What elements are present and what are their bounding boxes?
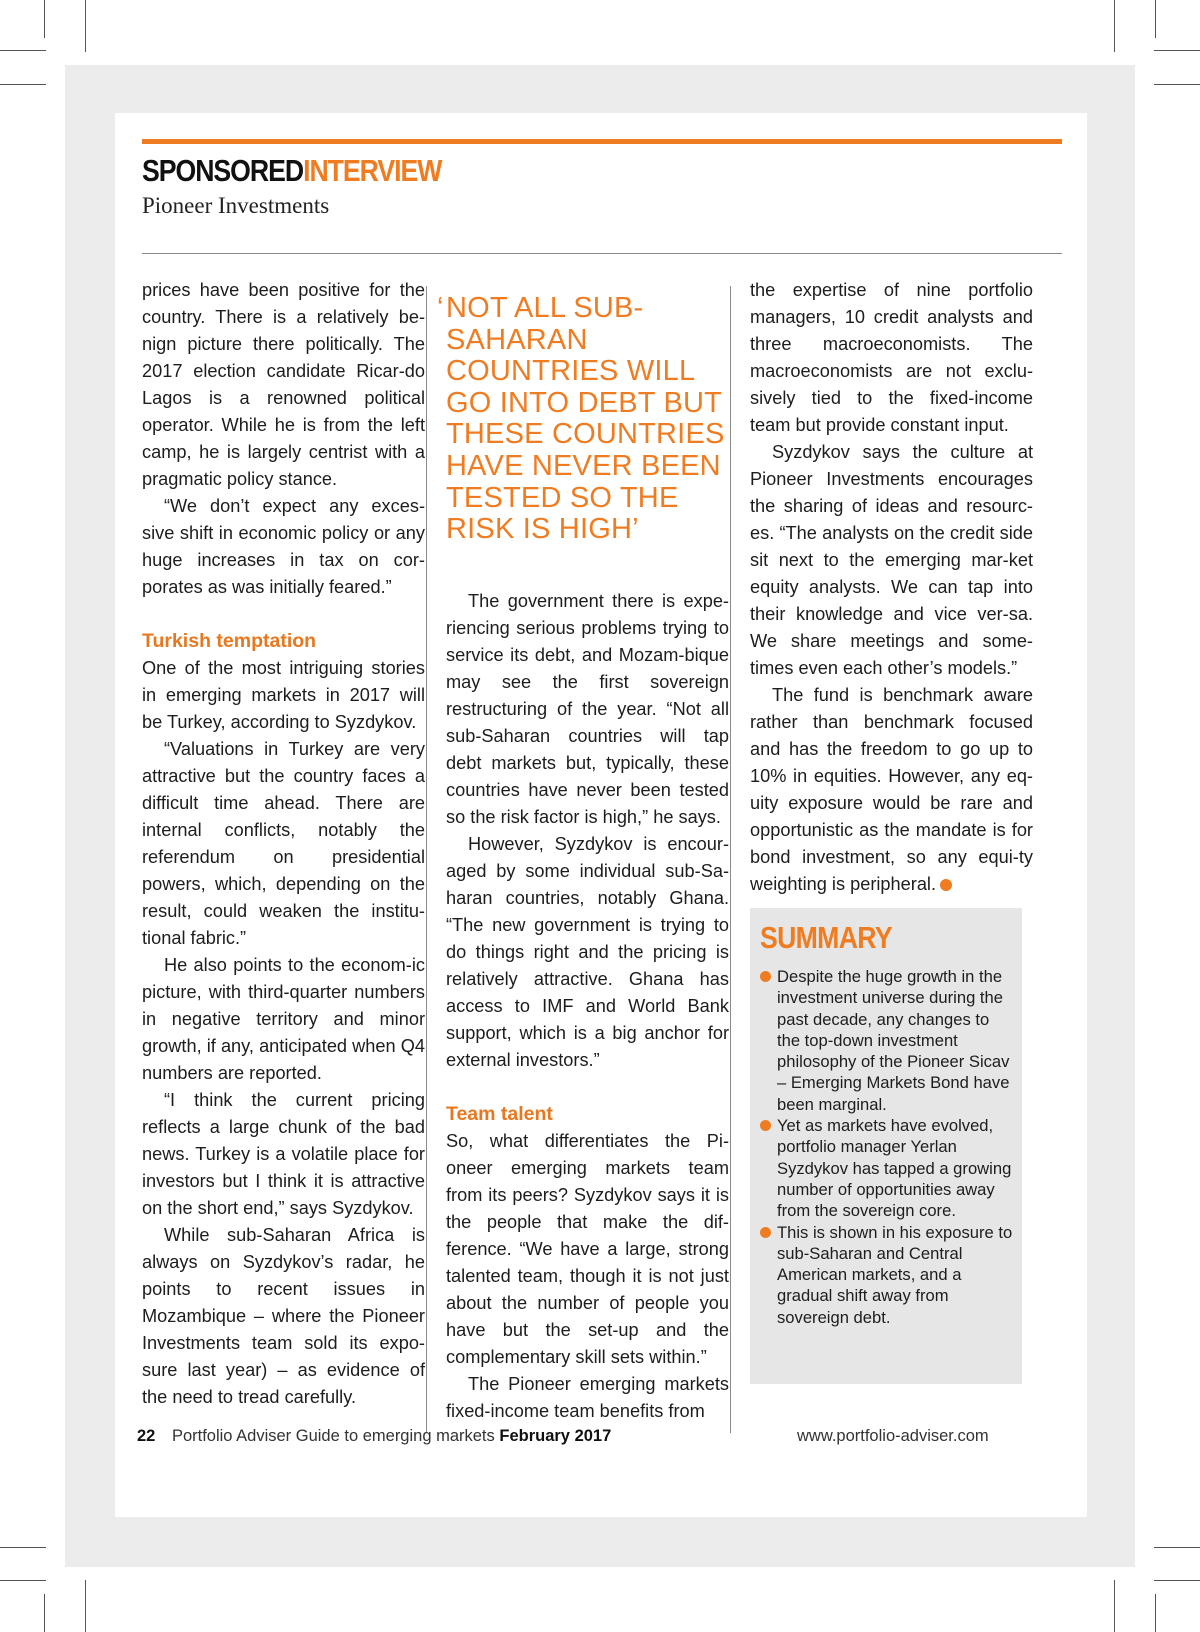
crop-mark	[44, 1594, 45, 1632]
subheading-team-talent: Team talent	[446, 1103, 553, 1125]
crop-mark	[1114, 1580, 1115, 1632]
summary-item	[760, 1222, 1015, 1328]
paragraph: He also points to the econom-ic picture, with third-quarter numbers in negative territory and minor growth, if any, anticipated when Q4 numbers are reported.	[142, 955, 425, 1083]
crop-mark	[1154, 1580, 1200, 1581]
article-column-1	[142, 277, 425, 1411]
paragraph: Syzdykov says the culture at Pioneer Investments encourages the sharing of ideas and resourc-es. “The analysts on the credit side sit next to the emerging mar-ket equity analysts. We can tap into their knowledge and vice ver-sa. We share meetings and some-times even each other’s models.”	[750, 442, 1033, 678]
bullet-icon	[760, 1120, 771, 1131]
summary-title: SUMMARY	[760, 920, 892, 955]
summary-item	[760, 966, 1015, 1115]
crop-mark	[44, 0, 45, 38]
paragraph: However, Syzdykov is encour-aged by some individual sub-Sa-haran countries, notably Ghana. “The new government is trying to do things right and the pricing is relatively attractive. Ghana has access to IMF and World Bank support, which is a big anchor for external investors.”	[446, 834, 729, 1070]
paragraph: While sub-Saharan Africa is always on Syzdykov’s radar, he points to recent issues in Mozambique – where the Pioneer Investments team sold its expo-sure last year) – as evidence of the need to tread carefully.	[142, 1225, 425, 1407]
crop-mark	[1154, 1547, 1200, 1548]
pull-quote-text: NOT ALL SUB-SAHARAN COUNTRIES WILL GO INTO DEBT BUT THESE COUNTRIES HAVE NEVER BEEN TESTED SO THE RISK IS HIGH’	[446, 292, 725, 546]
publication-name: Portfolio Adviser Guide to emerging markets	[171, 1427, 495, 1445]
crop-mark	[0, 1580, 46, 1581]
paragraph: the expertise of nine portfolio managers, 10 credit analysts and three macroeconomists. The macroeconomists are not exclu-sively tied to the fixed-income team but provide constant input.	[750, 280, 1033, 435]
column-divider	[730, 286, 731, 1433]
paragraph-text: The fund is benchmark aware rather than benchmark focused and has the freedom to go up to 10% in equities. However, any eq-uity exposure would be rare and opportunistic as the mandate is for bond investment, so any equi-ty weighting is peripheral.	[750, 685, 1033, 894]
paragraph: “Valuations in Turkey are very attractive but the country faces a difficult time ahead. There are internal conflicts, notably the referendum on presidential powers, which, depending on the result, could weaken the institu-tional fabric.”	[142, 739, 425, 948]
sponsor-name: Pioneer Investments	[142, 193, 330, 218]
paragraph: The government there is expe-riencing serious problems trying to service its debt, and Mozam-bique may see the first sovereign restructuring of the year. “Not all sub-Saharan countries will tap debt markets but, typically, these countries have never been tested so the risk factor is high,” he says.	[446, 591, 729, 827]
paragraph: “We don’t expect any exces-sive shift in economic policy or any huge increases in tax on cor-porates as was initially feared.”	[142, 496, 425, 597]
end-mark-icon	[940, 879, 952, 891]
crop-mark	[1154, 50, 1200, 51]
footer-url[interactable]: www.portfolio-adviser.com	[797, 1427, 989, 1445]
paragraph: One of the most intriguing stories in emerging markets in 2017 will be Turkey, according to Syzdykov.	[142, 658, 425, 732]
summary-item	[760, 1115, 1015, 1221]
crop-mark	[1114, 0, 1115, 52]
header-accent-rule	[142, 139, 1062, 144]
section-title	[142, 153, 441, 189]
paragraph: So, what differentiates the Pi-oneer emerging markets team from its peers? Syzdykov says it is the people that make the dif-ference. “We have a large, strong talented team, though it is not just about the number of people you have but the set-up and the complementary skill sets within.”	[446, 1131, 729, 1367]
column-divider	[426, 286, 427, 1433]
crop-mark	[1155, 0, 1156, 38]
article-column-2	[446, 588, 729, 1425]
subheading-turkish-temptation: Turkish temptation	[142, 630, 317, 652]
bullet-icon	[760, 1227, 771, 1238]
crop-mark	[1154, 84, 1200, 85]
section-title-interview: INTERVIEW	[303, 153, 442, 188]
summary-list	[760, 966, 1015, 1328]
crop-mark	[85, 0, 86, 52]
crop-mark	[0, 1547, 46, 1548]
paragraph: The Pioneer emerging markets fixed-income team benefits from	[446, 1374, 729, 1421]
crop-mark	[85, 1580, 86, 1632]
summary-item-text: Yet as markets have evolved, portfolio manager Yerlan Syzdykov has tapped a growing number of opportunities away from the sovereign core.	[777, 1116, 1012, 1221]
crop-mark	[0, 84, 46, 85]
summary-item-text: This is shown in his exposure to sub-Saharan and Central American markets, and a gradual shift away from sovereign debt.	[777, 1222, 1013, 1327]
page-footer	[137, 1427, 611, 1446]
crop-mark	[0, 50, 46, 51]
page-number: 22	[137, 1427, 156, 1445]
pull-quote	[437, 292, 726, 546]
article-column-3	[750, 277, 1033, 898]
summary-box	[750, 908, 1022, 1384]
section-title-sponsored: SPONSORED	[142, 153, 304, 188]
paragraph: “I think the current pricing reflects a large chunk of the bad news. Turkey is a volatile place for investors but I think it is attractive on the short end,” says Syzdykov.	[142, 1090, 425, 1218]
pull-quote-open-mark: ‘	[437, 292, 444, 324]
paragraph: prices have been positive for the country. There is a relatively be-nign picture there politically. The 2017 election candidate Ricar-do Lagos is a renowned political operator. While he is from the left camp, he is largely centrist with a pragmatic policy stance.	[142, 280, 425, 489]
summary-item-text: Despite the huge growth in the investment universe during the past decade, any changes to the top-down investment philosophy of the Pioneer Sicav – Emerging Markets Bond have been marginal.	[777, 967, 1010, 1114]
issue-date: February 2017	[499, 1427, 612, 1445]
bullet-icon	[760, 971, 771, 982]
magazine-page	[115, 113, 1087, 1517]
paragraph	[750, 682, 1033, 898]
header-divider	[142, 253, 1062, 254]
crop-mark	[1155, 1594, 1156, 1632]
